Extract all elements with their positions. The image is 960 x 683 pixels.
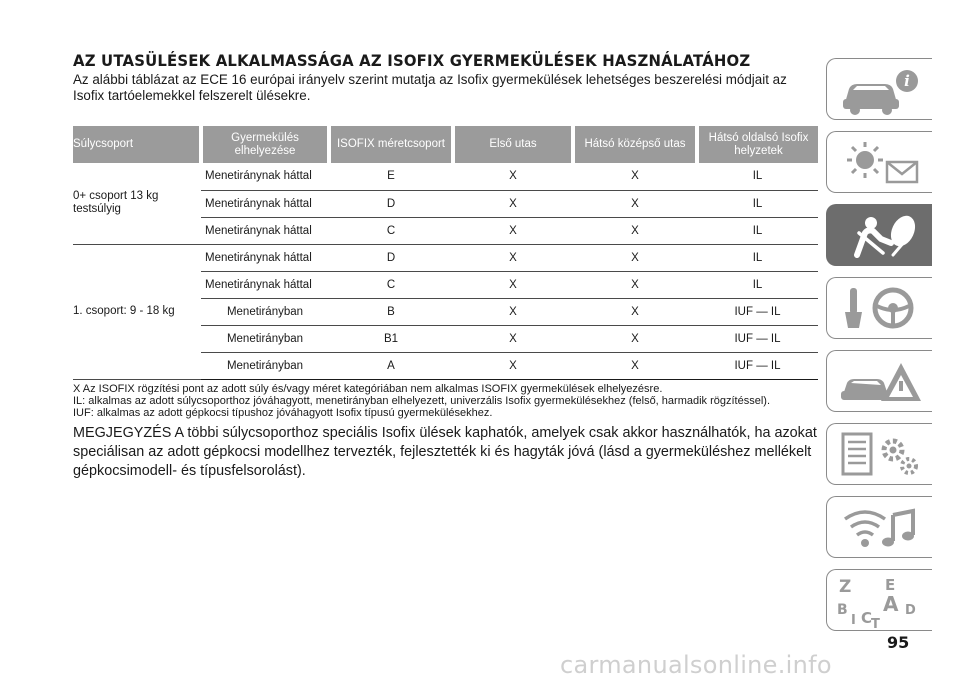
size-cell: E <box>329 163 453 190</box>
tab-starting-driving[interactable] <box>826 277 932 339</box>
orientation-cell: Menetirányban <box>201 298 329 325</box>
maintenance-icon <box>835 428 925 482</box>
note-x: X Az ISOFIX rögzítési pont az adott súly és/vagy méret kategóriában nem alkalmas ISOFIX gyermekülések elhelyezésre. <box>73 382 663 395</box>
safety-airbag-icon <box>835 209 925 263</box>
tab-warning-lights[interactable] <box>826 131 932 193</box>
orientation-cell: Menetiránynak háttal <box>201 163 329 190</box>
table-row <box>73 163 818 190</box>
page-title: AZ UTASÜLÉSEK ALKALMASSÁGA AZ ISOFIX GYERMEKÜLÉSEK HASZNÁLATÁHOZ <box>73 51 751 70</box>
tab-maintenance[interactable] <box>826 423 932 485</box>
index-letter-a: A <box>883 592 899 616</box>
rear-side-cell: IL <box>697 217 818 244</box>
isofix-table <box>73 126 818 380</box>
group-1-label: 1. csoport: 9 - 18 kg <box>73 244 201 379</box>
rear-center-cell: X <box>573 217 697 244</box>
orientation-cell: Menetiránynak háttal <box>201 244 329 271</box>
index-letter-t: T <box>871 617 880 628</box>
orientation-cell: Menetiránynak háttal <box>201 190 329 217</box>
rear-center-cell: X <box>573 298 697 325</box>
front-cell: X <box>453 217 573 244</box>
header-seat-orientation: Gyermekülés elhelyezése <box>201 126 329 163</box>
starting-driving-icon <box>835 282 925 336</box>
page-number: 95 <box>887 633 910 652</box>
front-cell: X <box>453 325 573 352</box>
svg-text:i: i <box>904 72 910 90</box>
rear-center-cell: X <box>573 190 697 217</box>
size-cell: C <box>329 217 453 244</box>
header-rear-side: Hátsó oldalsó Isofix helyzetek <box>697 126 818 163</box>
rear-side-cell: IL <box>697 190 818 217</box>
intro-paragraph: Az alábbi táblázat az ECE 16 európai irányelv szerint mutatja az Isofix gyermekülések lehetséges beszerelési módjait az Isofix tartóelemekkel felszerelt ülésekre. <box>73 72 787 103</box>
header-weight-group: Súlycsoport <box>73 126 201 163</box>
rear-center-cell: X <box>573 244 697 271</box>
index-letter-b: B <box>837 602 848 618</box>
rear-center-cell: X <box>573 271 697 298</box>
orientation-cell: Menetirányban <box>201 325 329 352</box>
warning-lights-icon <box>835 136 925 190</box>
table-row <box>73 244 818 271</box>
chapter-tabs <box>826 58 932 642</box>
size-cell: C <box>329 271 453 298</box>
table-header-row <box>73 126 818 163</box>
group-0-label: 0+ csoport 13 kg testsúlyig <box>73 163 201 244</box>
header-front-passenger: Első utas <box>453 126 573 163</box>
orientation-cell: Menetiránynak háttal <box>201 271 329 298</box>
rear-center-cell: X <box>573 163 697 190</box>
index-letter-d: D <box>905 603 916 618</box>
index-letter-c: C <box>861 609 873 627</box>
tab-safety[interactable] <box>826 204 932 266</box>
note-iuf: IUF: alkalmas az adott gépkocsi típushoz jóváhagyott Isofix típusú gyermekülésekhez. <box>73 406 493 419</box>
page-content <box>73 52 818 481</box>
tab-getting-to-know-car[interactable] <box>826 58 932 120</box>
index-letter-e: E <box>885 576 896 594</box>
tab-index[interactable] <box>826 569 932 631</box>
tab-multimedia[interactable] <box>826 496 932 558</box>
rear-side-cell: IUF — IL <box>697 298 818 325</box>
front-cell: X <box>453 163 573 190</box>
size-cell: D <box>329 244 453 271</box>
watermark: carmanualsonline.info <box>560 651 832 679</box>
front-cell: X <box>453 352 573 379</box>
size-cell: B <box>329 298 453 325</box>
table-notes <box>73 383 818 419</box>
rear-center-cell: X <box>573 325 697 352</box>
note-il: IL: alkalmas az adott súlycsoporthoz jóváhagyott, menetirányban elhelyezett, univerzális Isofix gyermekülésekhez (felső, harmadik rögzítéssel). <box>73 394 771 407</box>
index-icon <box>835 574 925 628</box>
rear-center-cell: X <box>573 352 697 379</box>
front-cell: X <box>453 190 573 217</box>
rear-side-cell: IL <box>697 271 818 298</box>
header-isofix-size: ISOFIX méretcsoport <box>329 126 453 163</box>
rear-side-cell: IUF — IL <box>697 325 818 352</box>
rear-side-cell: IL <box>697 244 818 271</box>
rear-side-cell: IL <box>697 163 818 190</box>
index-letter-z: Z <box>839 577 852 597</box>
tab-emergency[interactable] <box>826 350 932 412</box>
size-cell: A <box>329 352 453 379</box>
size-cell: D <box>329 190 453 217</box>
size-cell: B1 <box>329 325 453 352</box>
emergency-icon <box>835 355 925 409</box>
front-cell: X <box>453 271 573 298</box>
multimedia-icon <box>835 501 925 555</box>
front-cell: X <box>453 298 573 325</box>
rear-side-cell: IUF — IL <box>697 352 818 379</box>
front-cell: X <box>453 244 573 271</box>
index-letter-i: I <box>851 613 856 628</box>
orientation-cell: Menetirányban <box>201 352 329 379</box>
orientation-cell: Menetiránynak háttal <box>201 217 329 244</box>
car-info-icon <box>835 63 925 117</box>
remark-paragraph: MEGJEGYZÉS A többi súlycsoporthoz speciális Isofix ülések kaphatók, amelyek csak akkor használhatók, ha azokat speciálisan az adott gépkocsi modellhez tervezték, fejlesztették ki és hagyták jóvá (lásd a gyermeküléshez mellékelt gépkocsimodell- és típusfelsorolást). <box>73 424 817 479</box>
header-rear-center: Hátsó középső utas <box>573 126 697 163</box>
